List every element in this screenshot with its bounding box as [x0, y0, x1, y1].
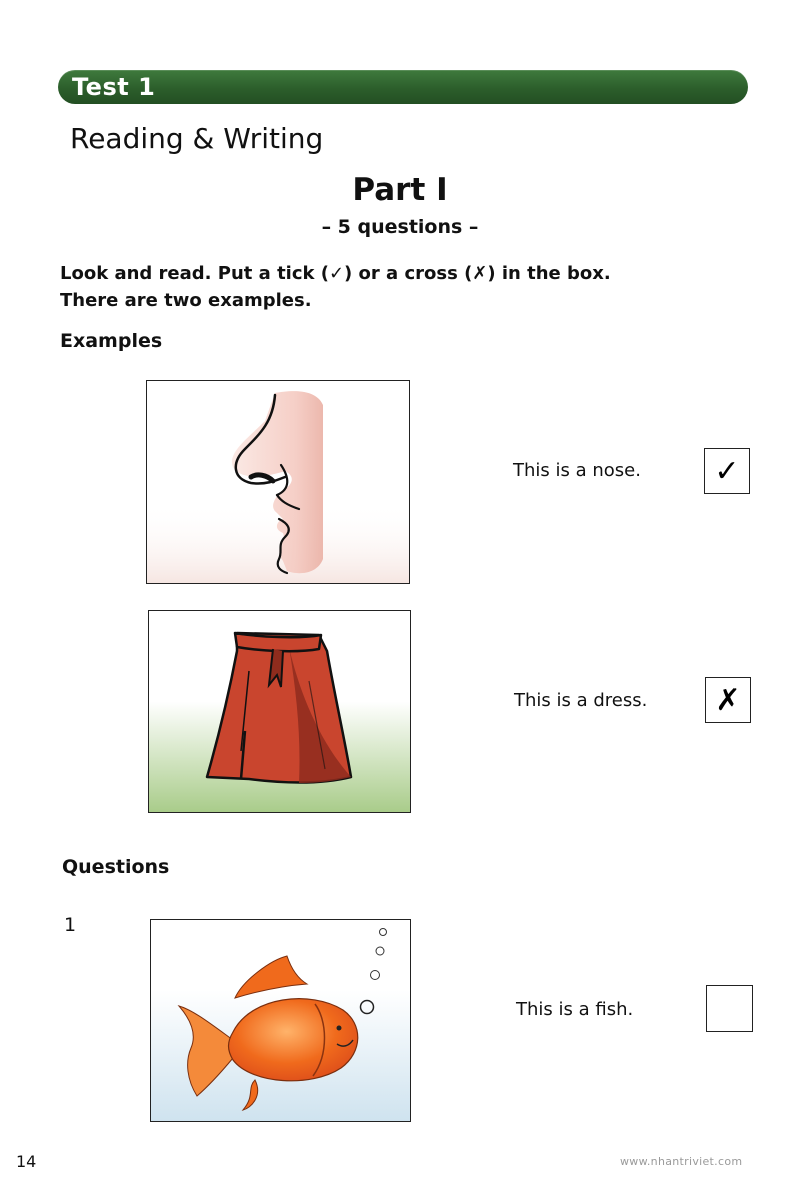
part-title: Part I: [352, 172, 448, 208]
part-subtitle: – 5 questions –: [321, 216, 479, 238]
example-2-sentence: This is a dress.: [514, 690, 648, 711]
website-url: www.nhantriviet.com: [620, 1155, 743, 1168]
question-1-answer-box[interactable]: [706, 985, 753, 1032]
examples-heading: Examples: [60, 330, 163, 352]
instructions: [60, 260, 760, 314]
example-1-answer-box: ✓: [704, 448, 750, 494]
questions-heading: Questions: [62, 856, 170, 878]
dress-illustration: [149, 611, 410, 812]
test-title: Test 1: [72, 73, 156, 101]
instruction-line-1: Look and read. Put a tick (✓) or a cross (✗) in the box.: [60, 263, 611, 284]
question-1-number: 1: [64, 914, 77, 936]
page-number: 14: [16, 1152, 37, 1171]
nose-illustration: [147, 381, 409, 583]
example-1-sentence: This is a nose.: [513, 460, 641, 481]
fish-illustration: [151, 920, 410, 1121]
section-title: Reading & Writing: [70, 122, 324, 155]
question-1-sentence: This is a fish.: [516, 999, 634, 1020]
example-2-answer-box: ✗: [705, 677, 751, 723]
fish-picture: [150, 919, 411, 1122]
dress-picture: [148, 610, 411, 813]
instruction-line-2: There are two examples.: [60, 290, 312, 311]
test-banner: [58, 70, 748, 104]
nose-picture: [146, 380, 410, 584]
